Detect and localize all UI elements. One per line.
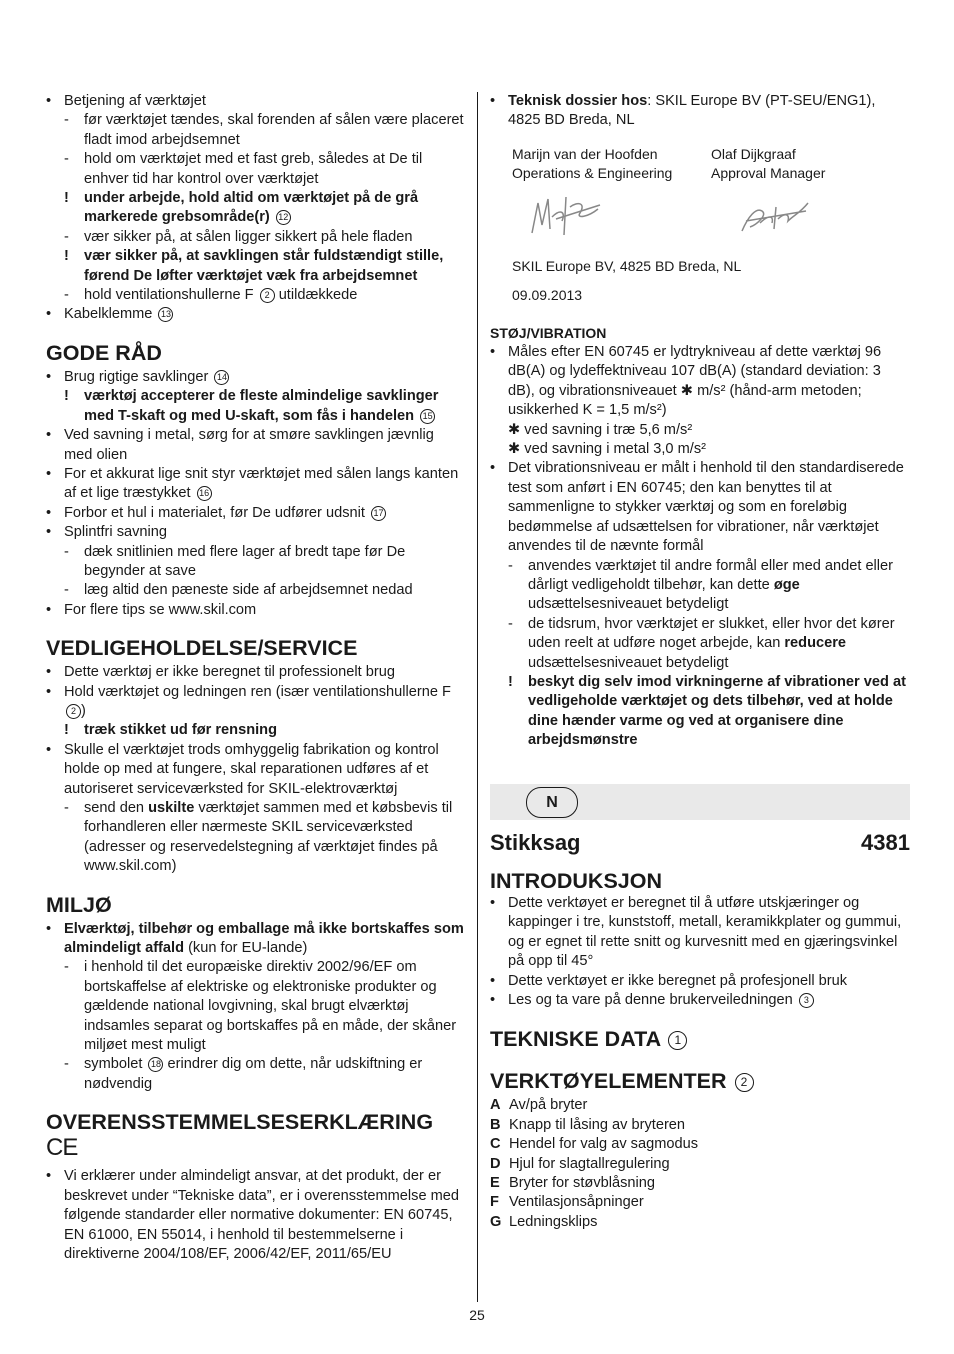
warning-text: beskyt dig selv imod virkningerne af vibrationer ved at vedligeholde værktøjet og dets tilbehør, ved at holde dine hænder varme og ved at organisere dine arbejdsmønstre (528, 673, 906, 749)
warning-marker: ! (64, 722, 69, 739)
dash-item (46, 150, 466, 189)
element-item (490, 1116, 910, 1135)
item-text: symbolet (84, 1056, 143, 1073)
column-divider (477, 92, 478, 1302)
stoj-measure-item: • Måles efter EN 60745 er lydtrykniveau af dette værktøj 96 dB(A) og lydeffektniveau 107 dB(A) (standard deviation: 3 dB), og vibrationsniveauet ✱ m/s² (hånd-arm metoden; usikkerhed K = 1,5 m/s²) ✱ ved savning i træ 5,6 m/s² ✱ ved savning i metal 3,0 m/s² (490, 343, 910, 459)
bullet-item (46, 305, 466, 324)
bullet-marker: • (46, 306, 52, 323)
bullet-marker: • (46, 504, 52, 521)
bullet-item (46, 92, 466, 111)
bullet-marker: • (46, 427, 52, 444)
vibration-text-item: • Det vibrationsniveau er målt i henhold til den standardiserede test som anført i EN 60745; den kan benyttes til at sammenligne to stykker værktøj og som en foreløbig bedømmelse af udsættelsen for vibrationer, når værktøjet anvendes til de nævnte formål (490, 460, 904, 555)
element-label: Bryter for støvblåsning (509, 1175, 655, 1192)
product-title-row (490, 830, 910, 856)
vedligehold-list (46, 663, 466, 876)
dossier-item: • Teknisk dossier hos: SKIL Europe BV (PT-SEU/ENG1), 4825 BD Breda, NL (490, 93, 876, 129)
bullet-item (46, 523, 466, 542)
dash-strong: øge (773, 576, 800, 593)
warning-marker: ! (64, 388, 69, 405)
item-text: Vi erklærer under almindeligt ansvar, at det produkt, der er beskrevet under “Tekniske data”, er i overensstemmelse med følgende standarder eller normative dokumenter: EN 60745, EN 61000, EN 55014, i henhold til bestemmelserne i direktiverne 2004/108/EF, 2006/42/EF, 2011/65/EU (64, 1168, 460, 1262)
warning-item (46, 387, 466, 426)
introduksjon-list (490, 894, 910, 1010)
item-text: Les og ta vare på denne brukerveiledningen (508, 992, 793, 1009)
element-label: Ledningsklips (509, 1213, 598, 1230)
bullet-item (46, 920, 466, 959)
vibration-dash-2: - de tidsrum, hvor værktøjet er slukket, eller hvor det kører uden reelt at udføre noget arbejde, kan reducere udsættelsesniveauet betydeligt (508, 615, 895, 671)
dossier-label: Teknisk dossier hos (508, 93, 648, 109)
item-text: værktøj accepterer de fleste almindelige savklinger med T-skaft og med U-skaft, som fås i handelen (84, 388, 439, 424)
stoj-measure-text: Måles efter EN 60745 er lydtrykniveau af dette værktøj 96 dB(A) og lydeffektniveau 107 dB(A) (standard deviation: 3 dB), og vibrationsniveauet ✱ m/s² (hånd-arm metoden; usikkerhed K = 1,5 m/s²) (508, 344, 882, 419)
miljo-list (46, 920, 466, 1095)
dash-marker: - (64, 959, 69, 976)
dash-marker: - (64, 228, 69, 245)
dash-marker: - (64, 287, 69, 304)
warning-item (46, 721, 466, 740)
signatory-role: Approval Manager (711, 164, 826, 181)
vibration-warning: ! beskyt dig selv imod virkningerne af vibrationer ved at vedligeholde værktøjet og dets tilbehør, ved at holde dine hænder varme og ved at organisere dine arbejdsmønstre (508, 673, 906, 749)
element-label: Ventilasjonsåpninger (509, 1194, 644, 1211)
bullet-item (46, 426, 466, 465)
figure-ref-icon: 2 (66, 704, 81, 719)
dash-item (46, 543, 466, 582)
figure-ref-icon: 2 (260, 288, 275, 303)
element-label: Knapp til låsing av bryteren (509, 1116, 686, 1133)
warning-item (46, 189, 466, 228)
bullet-item (46, 741, 466, 799)
warning-marker: ! (64, 190, 69, 207)
item-text: under arbejde, hold altid om værktøjet på de grå markerede grebsområde(r) (84, 190, 419, 226)
dash-text: udsættelsesniveauet betydeligt (528, 654, 729, 671)
bullet-marker: • (46, 601, 52, 618)
item-strong: uskilte (148, 800, 195, 816)
bullet-item (46, 663, 466, 682)
bullet-marker: • (490, 972, 496, 989)
element-item (490, 1135, 910, 1154)
element-label: Hendel for valg av sagmodus (509, 1136, 699, 1153)
item-text: vær sikker på, at savklingen står fuldstændigt stille, førend De løfter værktøjet væk fra arbejdsemnet (84, 248, 444, 284)
item-text: For et akkurat lige snit styr værktøjet med sålen langs kanten af et lige træstykket (64, 465, 459, 502)
intro-list (46, 92, 466, 325)
item-strong: Elværktøj, tilbehør og emballage må ikke bortskaffes som almindeligt affald (64, 920, 464, 957)
left-column (46, 92, 466, 1264)
item-text: Betjening af værktøjet (64, 93, 206, 109)
product-number: 4381 (861, 830, 910, 855)
signature-images (490, 183, 910, 257)
right-column-norwegian (490, 830, 910, 1232)
item-text: utildækkede (278, 287, 358, 304)
signature-1-image (526, 189, 606, 241)
figure-ref-icon: 13 (158, 307, 173, 322)
item-text: vær sikker på, at sålen ligger sikkert på hele fladen (84, 228, 413, 245)
dash-text: de tidsrum, hvor værktøjet er slukket, eller hvor det kører uden reelt at udføre noget arbejde, kan (528, 615, 895, 652)
heading-verktoyelementer (490, 1068, 910, 1094)
bullet-item (490, 972, 910, 991)
bullet-marker: • (490, 895, 496, 911)
dash-marker: - (64, 800, 69, 816)
heading-stoj-vibration: STØJ/VIBRATION (490, 324, 607, 341)
bullet-item (46, 601, 466, 620)
figure-ref-icon: 18 (148, 1057, 163, 1072)
element-letter: E (490, 1175, 500, 1192)
item-text: Kabelklemme (64, 306, 153, 323)
item-text: Brug rigtige savklinger (64, 368, 209, 385)
element-item (490, 1193, 910, 1212)
dash-text: udsættelsesniveauet betydeligt (528, 596, 729, 613)
item-text: i henhold til det europæiske direktiv 2002/96/EF om bortskaffelse af elektriske og elektroniske produkter og gældende national lovgivning, skal brugt elværktøj indsamles separat og bortskaffes på en måde, der skåner miljøet mest muligt (84, 959, 457, 1054)
language-bar (490, 784, 910, 820)
element-letter: A (490, 1097, 501, 1114)
item-text: Dette værktøj er ikke beregnet til professionelt brug (64, 664, 395, 681)
heading-introduksjon: INTRODUKSJON (490, 869, 663, 893)
element-label: Hjul for slagtallregulering (509, 1155, 670, 1172)
company-line: SKIL Europe BV, 4825 BD Breda, NL (512, 257, 742, 274)
bullet-item (46, 465, 466, 504)
item-text: Hold værktøjet og ledningen ren (især ventilationshullerne F (64, 683, 451, 700)
figure-ref-icon: 14 (214, 370, 229, 385)
item-text: træk stikket ud før rensning (84, 722, 277, 739)
bullet-marker: • (46, 368, 52, 385)
bullet-marker: • (46, 920, 52, 937)
bullet-item (490, 894, 910, 972)
signatory-2 (711, 145, 910, 183)
item-text: Dette verktøyet er ikke beregnet på profesjonell bruk (508, 972, 848, 989)
bullet-marker: • (46, 93, 52, 109)
heading-overensstemmelse: OVERENSSTEMMELSESERKLÆRING (46, 1110, 434, 1135)
figure-ref-icon: 17 (371, 506, 386, 521)
signatory-name: Marijn van der Hoofden (512, 145, 658, 162)
bullet-marker: • (490, 992, 496, 1009)
item-text: Ved savning i metal, sørg for at smøre savklingen jævnlig med olien (64, 427, 434, 463)
item-text: hold om værktøjet med et fast greb, således at De til enhver tid har kontrol over værktøjet (84, 151, 423, 187)
bullet-item (46, 1167, 466, 1264)
item-text: ) (81, 702, 86, 719)
item-text: Dette verktøyet er beregnet til å utføre utskjæringer og kappinger i tre, kunststoff, metall, keramikkplater og gummui, og er egnet til rette snitt og kurvesnitt med en gjæringsvinkel på opp til 45° (508, 895, 902, 970)
date: 09.09.2013 (512, 287, 583, 304)
dash-marker: - (64, 112, 69, 129)
signatory-role: Operations & Engineering (512, 164, 673, 181)
element-letter: B (490, 1116, 501, 1133)
figure-ref-icon: 1 (668, 1031, 687, 1050)
element-item (490, 1213, 910, 1232)
vibration-text: Det vibrationsniveau er målt i henhold til den standardiserede test som anført i EN 60745; den kan benyttes til at sammenligne to stykker værktøj og som en foreløbig bedømmelse af udsættelsen for vibrationer, når værktøjet anvendes til de nævnte formål (508, 460, 904, 555)
dash-item (46, 111, 466, 150)
item-text: læg altid den pæneste side af arbejdsemnet nedad (84, 582, 413, 599)
element-letter: D (490, 1155, 501, 1172)
dash-item (46, 286, 466, 305)
item-text: erindrer dig om dette, når udskiftning er nødvendig (84, 1056, 423, 1092)
bullet-marker: • (46, 741, 52, 758)
element-letter: C (490, 1136, 501, 1153)
vibration-dash-1: - anvendes værktøjet til andre formål eller med andet eller dårligt vedligeholdt tilbehør, kan dette øge udsættelsesniveauet betydeligt (508, 557, 894, 613)
right-column (490, 92, 910, 751)
ce-mark: CE (46, 1134, 78, 1162)
heading-gode-raad: GODE RÅD (46, 340, 162, 365)
dash-item (46, 958, 466, 1055)
gode-raad-list (46, 368, 466, 620)
element-letter: G (490, 1213, 502, 1230)
item-text: Skulle el værktøjet trods omhyggelig fabrikation og kontrol holde op med at fungere, skal reparationen udføres af et autoriseret serviceværksted for SKIL-elektroværktøj (64, 741, 439, 797)
dash-marker: - (64, 1056, 69, 1073)
signatories (490, 145, 910, 183)
item-text: send den (84, 800, 149, 816)
figure-ref-icon: 3 (799, 993, 814, 1008)
vibration-wood: ✱ ved savning i træ 5,6 m/s² (508, 421, 693, 438)
item-text: (kun for EU-lande) (184, 940, 308, 957)
overens-list (46, 1167, 466, 1264)
item-text: dæk snitlinien med flere lager af bredt tape før De begynder at save (84, 543, 406, 579)
figure-ref-icon: 16 (197, 486, 212, 501)
dossier-text: : SKIL Europe BV (PT-SEU/ENG1), 4825 BD Breda, NL (508, 93, 876, 129)
heading-tekniske-data (490, 1026, 910, 1052)
item-text: Splintfri savning (64, 524, 168, 541)
signature-2-image (738, 197, 812, 237)
page-number: 25 (469, 1307, 485, 1323)
item-text: Forbor et hul i materialet, før De udfører udsnit (64, 504, 365, 521)
element-item (490, 1096, 910, 1115)
tekniske-title: TEKNISKE DATA (490, 1027, 661, 1052)
element-label: Av/på bryter (509, 1097, 588, 1114)
item-text: før værktøjet tændes, skal forenden af sålen være placeret fladt imod arbejdsemnet (84, 112, 464, 148)
elementer-title: VERKTØYELEMENTER (490, 1069, 727, 1094)
dash-item (46, 228, 466, 247)
dash-item (46, 799, 466, 877)
bullet-item (46, 504, 466, 523)
dash-marker: - (64, 151, 69, 168)
product-title: Stikksag (490, 830, 581, 855)
heading-miljo: MILJØ (46, 892, 112, 917)
bullet-marker: • (46, 1168, 52, 1185)
bullet-marker: • (46, 524, 52, 541)
warning-item (46, 247, 466, 286)
figure-ref-icon: 12 (276, 210, 291, 225)
signatory-name: Olaf Dijkgraaf (711, 145, 796, 162)
element-item (490, 1174, 910, 1193)
warning-marker: ! (64, 248, 69, 265)
dash-strong: reducere (784, 635, 847, 652)
item-text: hold ventilationshullerne F (84, 287, 254, 304)
language-badge: N (526, 787, 578, 818)
dash-item (46, 1055, 466, 1094)
element-letter: F (490, 1194, 499, 1211)
figure-ref-icon: 2 (735, 1073, 754, 1092)
dash-item (46, 581, 466, 600)
bullet-marker: • (46, 664, 52, 681)
heading-vedligeholdelse: VEDLIGEHOLDELSE/SERVICE (46, 636, 358, 661)
elementer-list (490, 1096, 910, 1232)
dash-marker: - (64, 582, 69, 599)
bullet-item (46, 368, 466, 387)
bullet-marker: • (46, 465, 52, 482)
dash-text: anvendes værktøjet til andre formål eller med andet eller dårligt vedligeholdt tilbehør, kan dette (528, 557, 894, 593)
dash-marker: - (64, 543, 69, 560)
figure-ref-icon: 15 (420, 409, 435, 424)
vibration-metal: ✱ ved savning i metal 3,0 m/s² (508, 441, 706, 458)
item-text: For flere tips se www.skil.com (64, 601, 257, 618)
bullet-item (46, 683, 466, 722)
element-item (490, 1155, 910, 1174)
signatory-1 (512, 145, 711, 183)
bullet-marker: • (46, 683, 52, 700)
item-text: værktøjet sammen med et købsbevis til forhandleren eller nærmeste SKIL serviceværksted (adresser og reservedelstegning af værktøjet findes på www.skil.com) (84, 800, 453, 875)
bullet-item (490, 991, 910, 1010)
